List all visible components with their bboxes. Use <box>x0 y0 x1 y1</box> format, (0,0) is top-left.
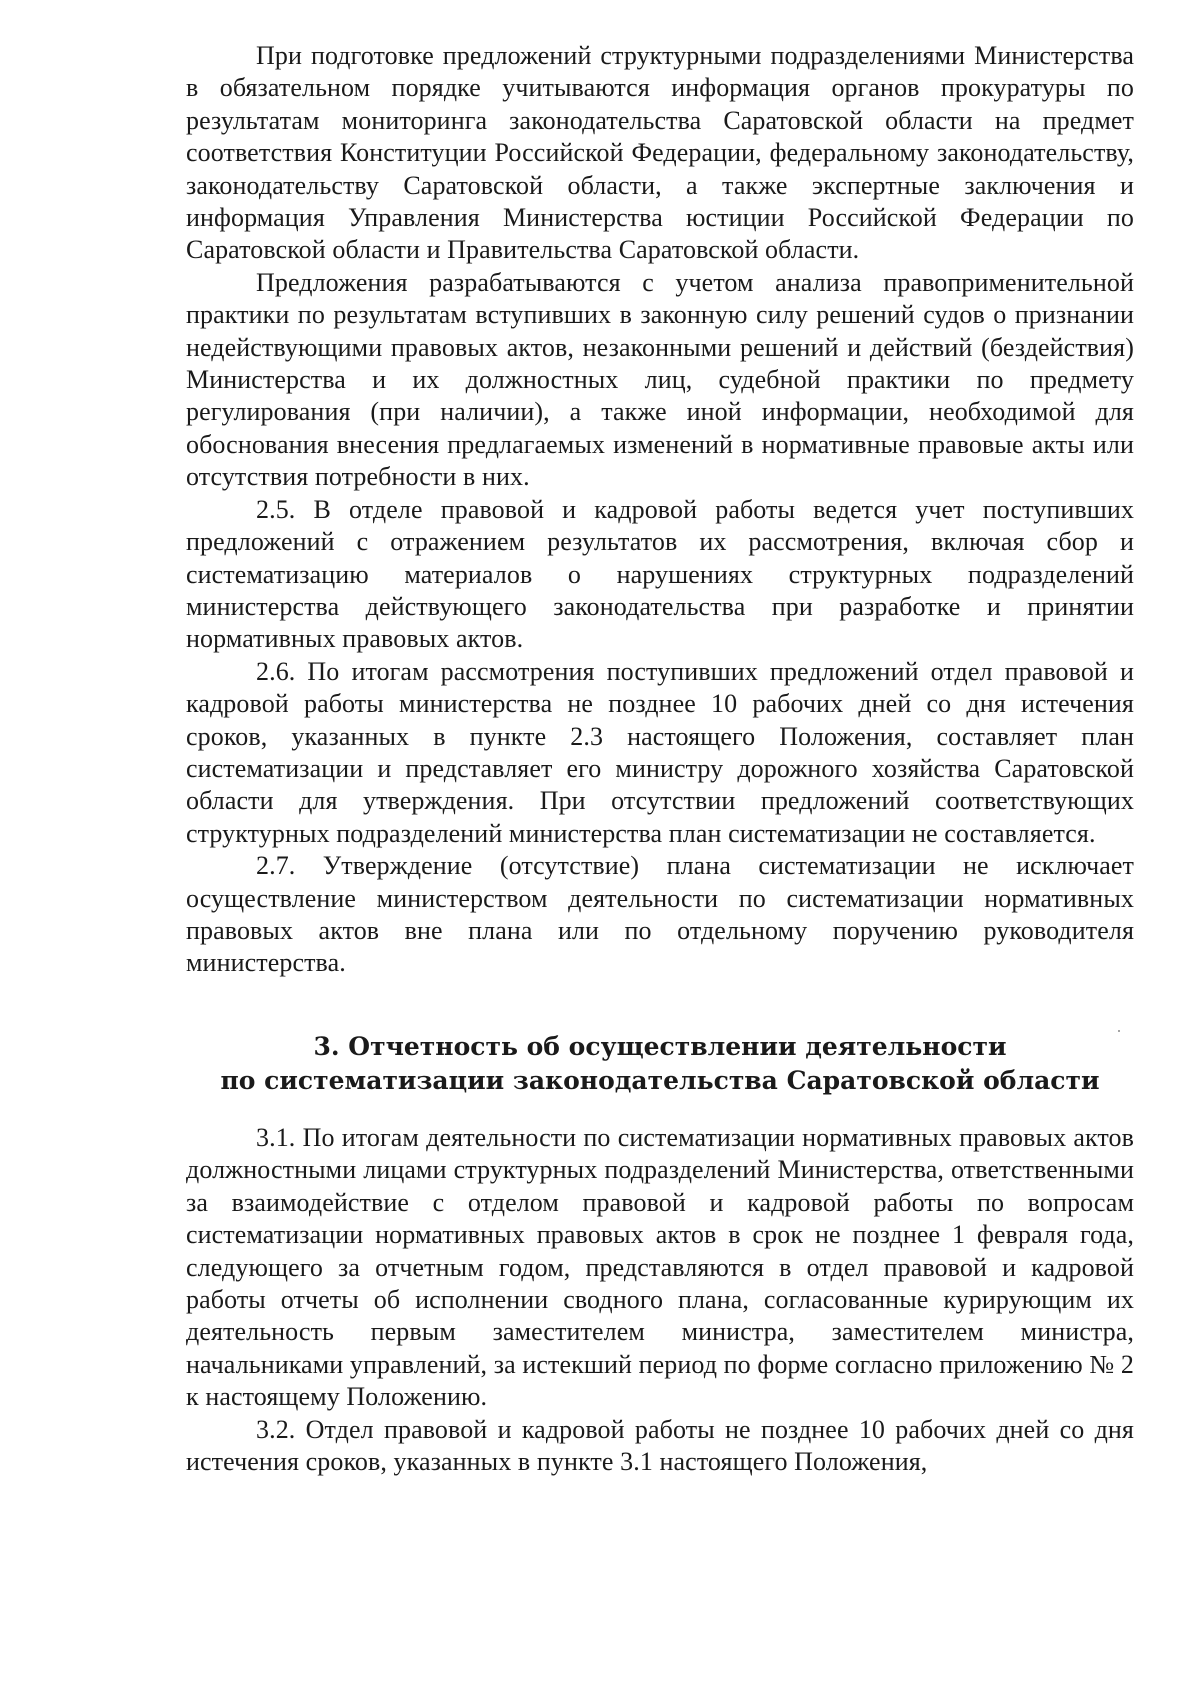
upper-text-block <box>186 40 1134 980</box>
lower-text-block <box>186 1122 1134 1478</box>
paragraph-law-practice-analysis: Предложения разрабатываются с учетом анализа правоприменительной практики по результатам вступивших в законную силу решений судов о признании недействующими правовых актов, незаконными решений и действий (бездействия) Министерства и их должностных лиц, судебной практики по предмету регулирования (при наличии), а также иной информации, необходимой для обоснования внесения предлагаемых изменений в нормативные правовые акты или отсутствия потребности в них. <box>186 267 1134 492</box>
paragraph-clause-2-7: 2.7. Утверждение (отсутствие) плана систематизации не исключает осуществление министерством деятельности по систематизации нормативных правовых актов вне плана или по отдельному поручению руководителя министерства. <box>186 851 1134 978</box>
paragraph-clause-2-5: 2.5. В отделе правовой и кадровой работы ведется учет поступивших предложений с отражением результатов их рассмотрения, включая сбор и систематизацию материалов о нарушениях структурных подразделений министерства действующего законодательства при разработке и принятии нормативных правовых актов. <box>186 494 1134 654</box>
section-3-heading-line-2: по систематизации законодательства Саратовской области <box>220 1066 1100 1095</box>
paragraph-prosecutor-information: При подготовке предложений структурными подразделениями Министерства в обязательном порядке учитываются информация органов прокуратуры по результатам мониторинга законодательства Саратовской области на предмет соответствия Конституции Российской Федерации, федеральному законодательству, законодательству Саратовской области, а также экспертные заключения и информация Управления Министерства юстиции Российской Федерации по Саратовской области и Правительства Саратовской области. <box>186 41 1134 265</box>
section-3-heading-line-1: 3. Отчетность об осуществлении деятельности <box>313 1032 1007 1061</box>
scan-speck <box>1118 1030 1120 1032</box>
section-3-heading <box>186 1030 1134 1098</box>
paragraph-clause-3-2: 3.2. Отдел правовой и кадровой работы не позднее 10 рабочих дней со дня истечения сроков, указанных в пункте 3.1 настоящего Положения, <box>186 1414 1134 1477</box>
paragraph-clause-3-1: 3.1. По итогам деятельности по систематизации нормативных правовых актов должностными лицами структурных подразделений Министерства, ответственными за взаимодействие с отделом правовой и кадровой работы по вопросам систематизации нормативных правовых актов в срок не позднее 1 февраля года, следующего за отчетным годом, представляются в отдел правовой и кадровой работы отчеты об исполнении сводного плана, согласованные курирующим их деятельность первым заместителем министра, заместителем министра, начальниками управлений, за истекший период по форме согласно приложению № 2 к настоящему Положению. <box>186 1123 1134 1412</box>
paragraph-clause-2-6: 2.6. По итогам рассмотрения поступивших предложений отдел правовой и кадровой работы министерства не позднее 10 рабочих дней со дня истечения сроков, указанных в пункте 2.3 настоящего Положения, составляет план систематизации и представляет его министру дорожного хозяйства Саратовской области для утверждения. При отсутствии предложений соответствующих структурных подразделений министерства план систематизации не составляется. <box>186 656 1134 848</box>
